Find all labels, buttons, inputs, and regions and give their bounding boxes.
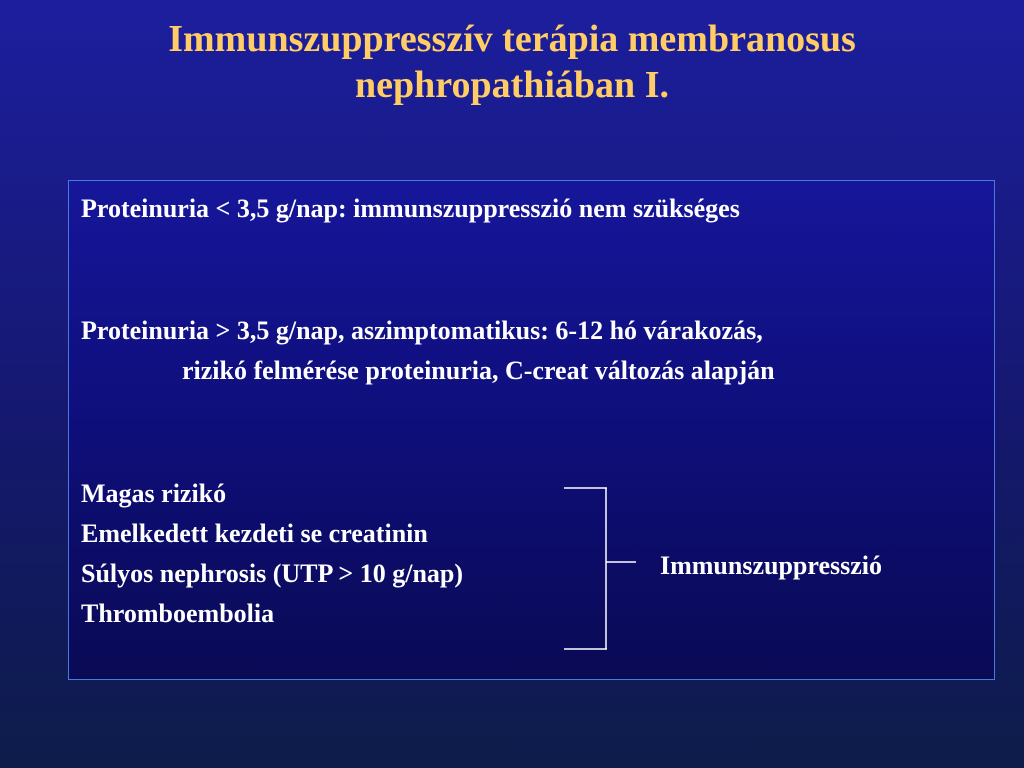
proteinuria-low-text: Proteinuria < 3,5 g/nap: immunszuppresszió nem szükséges (81, 194, 740, 223)
outcome-text: Immunszuppresszió (660, 551, 883, 580)
content-box (68, 180, 995, 680)
title-line-2: nephropathiában I. (355, 64, 669, 106)
bracket-connector (606, 560, 636, 564)
risk-factor-item: Thromboembolia (81, 599, 275, 628)
proteinuria-high-text: Proteinuria > 3,5 g/nap, aszimptomatikus: 6-12 hó várakozás, (81, 316, 763, 345)
risk-assessment-text: rizikó felmérése proteinuria, C-creat változás alapján (182, 356, 775, 385)
slide-title (0, 16, 1024, 108)
risk-factor-item: Magas rizikó (81, 479, 227, 508)
grouping-bracket (564, 487, 607, 650)
risk-factor-item: Emelkedett kezdeti se creatinin (81, 519, 428, 548)
title-line-1: Immunszuppresszív terápia membranosus (168, 18, 856, 60)
risk-factor-item: Súlyos nephrosis (UTP > 10 g/nap) (81, 559, 464, 588)
